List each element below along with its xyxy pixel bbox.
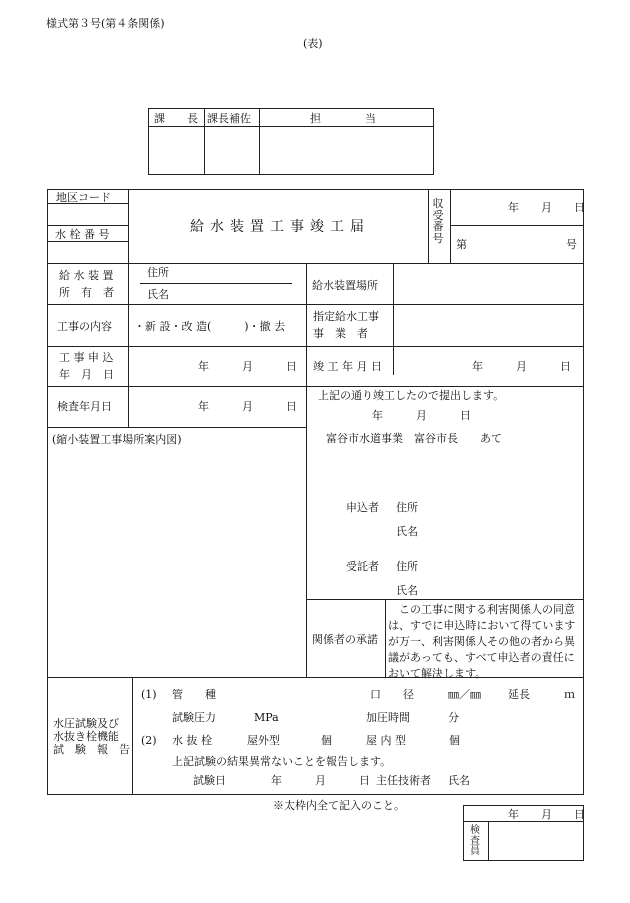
test-item1-num: (1) [141, 688, 157, 701]
outdoor-label: 屋外型 [247, 734, 280, 747]
area-code-label: 地区コード [56, 191, 111, 204]
trustee-label: 受託者 [346, 560, 379, 573]
consent-label: 関係者の承諾 [312, 633, 378, 646]
inspector-date: 年 月 日 [508, 808, 585, 821]
inspection-label: 検査年月日 [57, 400, 112, 413]
chief-engineer-name-label: 氏名 [448, 774, 470, 787]
person-in-charge-label: 担 当 [310, 112, 376, 125]
applicant-name-label: 氏名 [396, 525, 418, 538]
owner-name-label: 氏名 [147, 288, 169, 301]
owner-address-label: 住所 [147, 266, 169, 279]
outdoor-count-unit: 個 [321, 734, 332, 747]
declaration-statement: 上記の通り竣工したので提出します。 [318, 389, 505, 402]
hydrant-number-label: 水 栓 番 号 [55, 228, 110, 241]
length-unit: ｍ [564, 688, 575, 701]
pressure-label: 試験圧力 [172, 711, 216, 724]
indoor-label: 屋 内 型 [366, 734, 406, 747]
trustee-name-label: 氏名 [396, 584, 418, 597]
side-label: (表) [303, 37, 323, 50]
application-label-2: 年 月 日 [59, 368, 114, 381]
diameter-label: 口 径 [370, 688, 414, 701]
work-content-label: 工事の内容 [57, 320, 112, 333]
pressure-unit: MPa [254, 711, 279, 724]
section-chief-label: 課 長 [154, 112, 198, 125]
form-title: 給水装置工事竣工届 [190, 219, 370, 235]
receipt-go: 号 [566, 238, 577, 251]
work-content-options: ・新 設・改 造( )・撤 去 [134, 320, 286, 333]
length-label: 延長 [508, 688, 530, 701]
form-number: 様式第３号(第４条関係) [46, 17, 165, 30]
completion-label: 竣 工 年 月 日 [313, 360, 382, 373]
contractor-label-1: 指定給水工事 [313, 310, 379, 323]
test-result-statement: 上記試験の結果異常ないことを報告します。 [172, 755, 392, 768]
application-label-1: 工 事 申 込 [59, 351, 114, 364]
pressure-time-label: 加圧時間 [366, 711, 410, 724]
applicant-address-label: 住所 [396, 501, 418, 514]
receipt-dai: 第 [456, 238, 467, 251]
test-date: 年 月 日 [271, 774, 370, 787]
inspector-label: 検査員 [470, 825, 480, 857]
declaration-addressee: 富谷市水道事業 富谷市長 あて [326, 432, 502, 445]
location-label: 給水装置場所 [312, 279, 378, 292]
consent-text: この工事に関する利害関係人の同意は、すでに申込時において得ていますが万一、利害関係人その他の者から異議があっても、すべて申込者の責任において解決します。 [388, 603, 576, 680]
test-label-3: 試 験 報 告 [53, 743, 130, 756]
time-unit: 分 [448, 711, 459, 724]
completion-date: 年 月 日 [472, 360, 571, 373]
chief-engineer-label: 主任技術者 [376, 774, 431, 787]
test-label-2: 水抜き栓機能 [53, 730, 119, 743]
receipt-number-label: 収受番号 [432, 197, 444, 245]
drain-valve-label: 水 抜 栓 [172, 734, 212, 747]
trustee-address-label: 住所 [396, 560, 418, 573]
test-label-1: 水圧試験及び [53, 717, 119, 730]
deputy-chief-label: 課長補佐 [207, 112, 251, 125]
footer-note: ※太枠内全て記入のこと。 [273, 799, 405, 812]
contractor-label-2: 事 業 者 [313, 327, 368, 340]
diameter-unit: ㎜／㎜ [448, 688, 481, 701]
test-date-label: 試験日 [193, 774, 226, 787]
map-area-label: (縮小装置工事場所案内図) [52, 433, 182, 446]
application-date: 年 月 日 [198, 360, 297, 373]
indoor-count-unit: 個 [449, 734, 460, 747]
pipe-type-label: 管 種 [172, 688, 216, 701]
applicant-label: 申込者 [346, 501, 379, 514]
test-item2-num: (2) [141, 734, 157, 747]
inspection-date: 年 月 日 [198, 400, 297, 413]
owner-label-1: 給 水 装 置 [59, 269, 114, 282]
receipt-date: 年 月 日 [508, 201, 585, 214]
owner-label-2: 所 有 者 [59, 286, 114, 299]
declaration-date: 年 月 日 [372, 409, 471, 422]
